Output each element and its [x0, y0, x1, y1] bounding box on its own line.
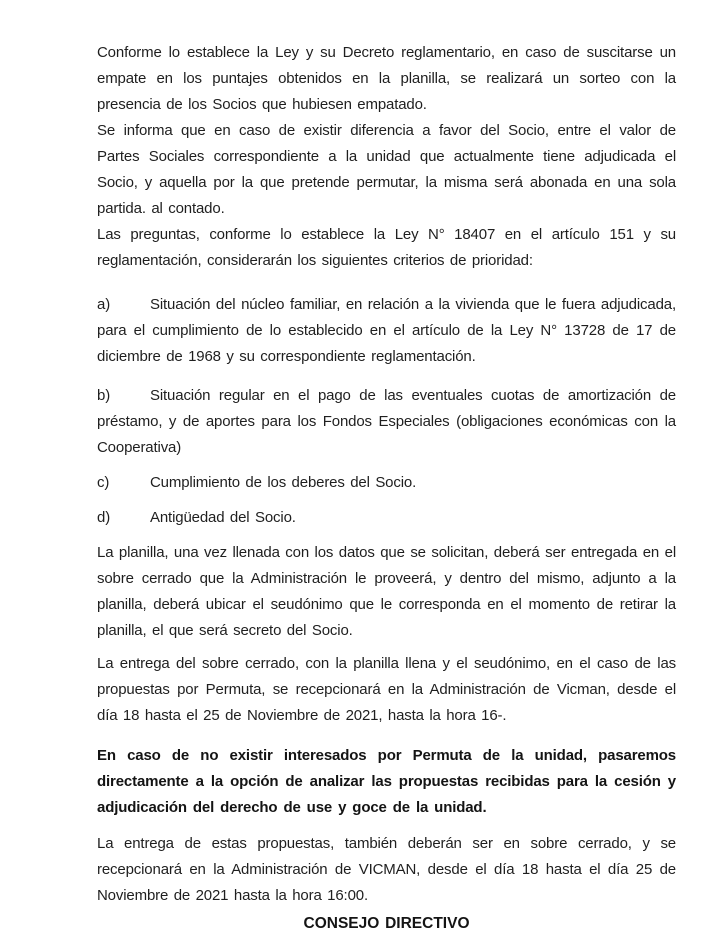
intro-paragraph-preguntas: Las preguntas, conforme lo establece la Ley N° 18407 en el artículo 151 y su reglamentación, considerarán los siguientes criterios de prioridad: — [97, 226, 676, 269]
criterion-a-text: Situación del núcleo familiar, en relación a la vivienda que le fuera adjudicada, para el cumplimiento de lo establecido en el artículo de la Ley N° 13728 de 17 de diciembre de 1968 y su correspondiente reglamentación. — [97, 296, 676, 365]
document-body — [97, 40, 676, 937]
paragraph-entrega-propuestas: La entrega de estas propuestas, también deberán ser en sobre cerrado, y se recepcionará en la Administración de VICMAN, desde el día 18 hasta el día 25 de Noviembre de 2021 hasta la hora 16:00. — [97, 835, 676, 904]
criterion-item-c — [97, 470, 676, 496]
intro-paragraph-sorteo: Conforme lo establece la Ley y su Decreto reglamentario, en caso de suscitarse un empate en los puntajes obtenidos en la planilla, se realizará un sorteo con la presencia de los Socios que hubiesen empatado. — [97, 44, 676, 113]
criterion-item-d — [97, 505, 676, 531]
intro-paragraph-partes-sociales: Se informa que en caso de existir diferencia a favor del Socio, entre el valor de Partes Sociales correspondiente a la unidad que actualmente tiene adjudicada el Socio, y aquella por la que pretende permutar, la misma será abonada en una sola partida. al contado. — [97, 122, 676, 217]
criterion-b-text: Situación regular en el pago de las eventuales cuotas de amortización de préstamo, y de aportes para los Fondos Especiales (obligaciones económicas con la Cooperativa) — [97, 387, 676, 456]
criterion-d-text: Antigüedad del Socio. — [150, 509, 296, 526]
criterion-b-marker: b) — [97, 387, 111, 404]
paragraph-planilla-sobre: La planilla, una vez llenada con los datos que se solicitan, deberá ser entregada en el sobre cerrado que la Administración le proveerá, y dentro del mismo, adjunto a la planilla, deberá ubicar el seudónimo que le corresponda en el momento de retirar la planilla, el que será secreto del Socio. — [97, 544, 677, 639]
criterion-d-marker: d) — [97, 509, 111, 526]
paragraph-entrega-permuta: La entrega del sobre cerrado, con la planilla llena y el seudónimo, en el caso de las propuestas por Permuta, se recepcionará en la Administración de Vicman, desde el día 18 hasta el 25 de Noviembre de 2021, hasta la hora 16-. — [97, 655, 676, 724]
signature-consejo-directivo: CONSEJO DIRECTIVO — [303, 915, 470, 932]
paragraph-sin-interesados-bold: En caso de no existir interesados por Permuta de la unidad, pasaremos directamente a la opción de analizar las propuestas recibidas para la cesión y adjudicación del derecho de use y goce de la unidad. — [97, 747, 676, 816]
criterion-a-marker: a) — [97, 296, 111, 313]
criterion-item-b — [97, 383, 676, 461]
criterion-c-marker: c) — [97, 474, 110, 491]
criterion-c-text: Cumplimiento de los deberes del Socio. — [150, 474, 417, 491]
criterion-item-a — [97, 292, 676, 370]
